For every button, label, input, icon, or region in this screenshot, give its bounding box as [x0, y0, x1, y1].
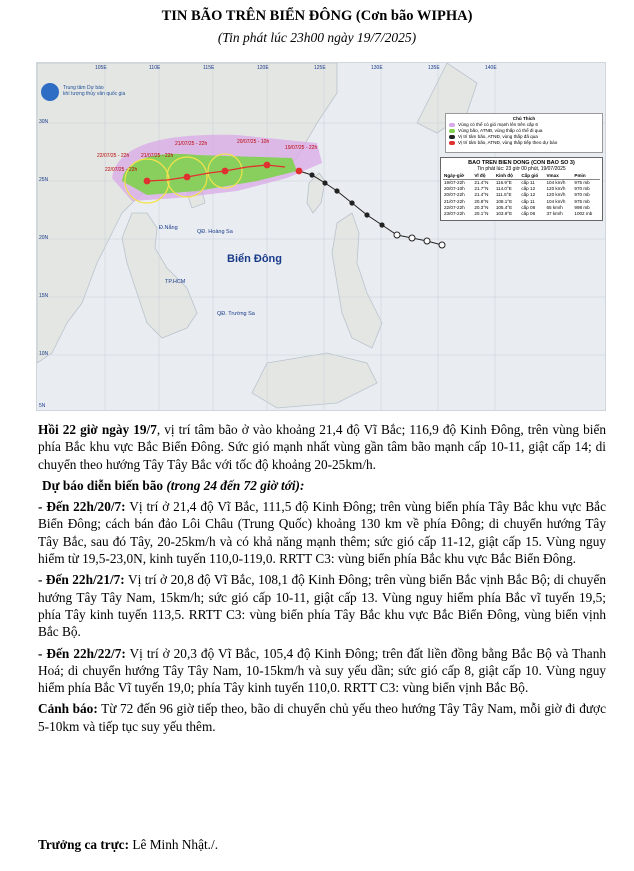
forecast-20-7	[38, 498, 606, 567]
table-cell: 970 mb	[574, 192, 590, 198]
signature-line	[38, 837, 218, 853]
sea-label: Biển Đông	[227, 253, 282, 265]
bulletin-subtitle: (Tin phát lúc 23h00 ngày 19/7/2025)	[217, 30, 417, 45]
table-cell: 998 mb	[574, 205, 590, 211]
place-hoangsa: QĐ. Hoàng Sa	[197, 229, 233, 235]
table-cell: cấp 06	[521, 211, 536, 217]
lon-label-125e: 125E	[314, 65, 326, 71]
table-cell: 20.1°N	[474, 211, 489, 217]
table-cell: 120 km/h	[546, 186, 566, 192]
table-cell: 65 km/h	[546, 205, 563, 211]
col-header: Vmax	[545, 173, 573, 180]
legend-row	[449, 140, 599, 146]
bulletin-title: TIN BÃO TRÊN BIỂN ĐÔNG (Cơn bão WIPHA)	[161, 8, 473, 24]
legend-row-label: Vùng có thể có gió mạnh lên trên cấp 6	[458, 122, 538, 127]
lat-label-10n: 10N	[39, 351, 49, 357]
lon-label-130e: 130E	[371, 65, 383, 71]
forecast-text: Vị trí ở 20,8 độ Vĩ Bắc, 108,1 độ Kinh Đông; trên vùng biển Bắc vịnh Bắc Bộ; di chuyển hướng Tây Tây Nam, 15km/h; sức gió cấp 10-11, giật cấp 13. Vùng nguy hiểm phía Bắc vĩ tuyến 19,5; phía Tây kinh tuyến 113,5. RRTT C3: vùng biển phía Tây Bắc khu vực Bắc Biển Đông, vùng biển vịnh Bắc Bộ.	[38, 572, 607, 640]
forecast-22-7	[38, 645, 606, 697]
bulletin-body	[38, 421, 606, 739]
table-cell: 22/07-22h	[444, 205, 465, 211]
place-hcm: TP.HCM	[165, 279, 186, 285]
storm-data-table	[440, 157, 603, 221]
lat-label-30n: 30N	[39, 119, 49, 125]
col-header: Vĩ độ	[473, 173, 495, 180]
lon-label-140e: 140E	[485, 65, 497, 71]
lon-label-110e: 110E	[149, 65, 161, 71]
table-cell: 970 mb	[574, 186, 590, 192]
legend-swatch-danger	[449, 129, 455, 133]
table-cell: 21.4°N	[474, 179, 489, 185]
agency-logo	[41, 83, 59, 101]
current-time-lead: Hồi 22 giờ ngày 19/7	[38, 422, 157, 437]
table-cell: cấp 08	[521, 205, 536, 211]
col-header: Cấp gió	[520, 173, 545, 180]
current-position-paragraph	[38, 421, 606, 473]
table-cell: 975 mb	[574, 179, 590, 185]
forecast-text: Vị trí ở 20,3 độ Vĩ Bắc, 105,4 độ Kinh Đông; trên đất liền đồng bằng Bắc Bộ và Thanh Hoá; di chuyển hướng Tây Tây Nam, 10-15km/h và suy yếu dần; sức gió cấp 8, giật cấp 10. Vùng nguy hiểm phía Bắc Vĩ tuyến 19,0; phía Tây kinh tuyến 110,0. RRTT C3: vùng biển vịnh Bắc Bộ.	[38, 645, 607, 696]
track-label-5: 21/07/25 - 22h	[141, 153, 174, 159]
table-cell: 114.0°E	[495, 186, 512, 192]
current-position-text: , vị trí tâm bão ở vào khoảng 21,4 độ Vĩ Bắc; 116,9 độ Kinh Đông, trên vùng biển phía Bắc khu vực Bắc Biển Đông. Sức gió mạnh nhất vùng gần tâm bão mạnh cấp 10-11, giật cấp 14; di chuyển theo hướng Tây Tây Bắc với tốc độ khoảng 20-25km/h.	[38, 422, 607, 472]
forecast-lead: - Đến 22h/22/7:	[38, 645, 126, 661]
table-title: BAO TREN BIEN DONG (CON BAO SO 3)	[468, 160, 575, 166]
table-header-row	[443, 173, 600, 180]
table-cell: 116.9°E	[495, 179, 512, 185]
table-cell: 21.7°N	[474, 186, 489, 192]
warning-lead: Cảnh báo:	[38, 701, 98, 717]
lon-label-120e: 120E	[257, 65, 269, 71]
forecast-21-7	[38, 571, 606, 640]
legend-swatch-wind	[449, 123, 455, 127]
signature-name: Lê Minh Nhật./.	[129, 837, 219, 852]
lon-label-135e: 135E	[428, 65, 440, 71]
track-label-1: 22/07/25 - 22h	[105, 167, 138, 173]
warning-paragraph	[38, 700, 606, 735]
table-cell: 1002 mb	[574, 211, 593, 217]
forecast-lead: - Đến 22h/20/7:	[38, 499, 126, 515]
table-cell: cấp 11	[521, 198, 535, 204]
table-cell: 23/07-22h	[444, 211, 465, 217]
col-header: Kinh độ	[495, 173, 521, 180]
legend-row-label: Vị trí tâm bão, ATNĐ, vùng thấp tiếp theo dự báo	[458, 140, 558, 145]
lon-label-115e: 115E	[203, 65, 215, 71]
lat-label-15n: 15N	[39, 293, 49, 299]
warning-text: Từ 72 đến 96 giờ tiếp theo, bão di chuyển chủ yếu theo hướng Tây Tây Nam, mỗi giờ đi được 5-10km và tiếp tục suy yếu thêm.	[38, 701, 606, 734]
legend-swatch-forecast	[449, 141, 455, 145]
table-cell: 111.5°E	[495, 192, 512, 198]
table-cell: 120 km/h	[546, 192, 566, 198]
table-cell: 105.4°E	[495, 205, 513, 211]
col-header: Ngày-giờ	[443, 173, 473, 180]
signature-lead: Trưởng ca trực:	[38, 837, 130, 852]
forecast-heading	[38, 477, 606, 494]
agency-line-1: Trung tâm Dự báo	[63, 85, 104, 91]
table-cell: 975 mb	[574, 198, 590, 204]
table-cell: 103.9°E	[495, 211, 513, 217]
table-cell: 21/07-22h	[444, 198, 465, 204]
forecast-heading-italic: (trong 24 đến 72 giờ tới):	[166, 477, 305, 493]
track-label-3: 20/07/25 - 10h	[237, 139, 270, 145]
legend-swatch-past	[449, 135, 455, 139]
table-cell: 20/07-10h	[444, 186, 465, 192]
table-cell: 104 km/h	[546, 179, 566, 185]
table-cell: 20.3°N	[474, 205, 489, 211]
table-cell: 20.8°N	[474, 198, 489, 204]
lon-label-105e: 105E	[95, 65, 107, 71]
legend-title: Chú Thích	[512, 116, 536, 121]
lat-label-25n: 25N	[39, 177, 49, 183]
forecast-heading-bold: Dự báo diễn biến bão	[42, 477, 164, 493]
table-issued: Tin phát lúc: 23 giờ 00 phút, 19/07/2025	[477, 166, 566, 173]
table-cell: 37 km/h	[546, 211, 563, 217]
track-label-6: 22/07/25 - 22h	[97, 153, 130, 159]
col-header: Pmin	[573, 173, 600, 180]
table-cell: 108.1°E	[495, 198, 513, 204]
place-truongsa: QĐ. Trường Sa	[217, 311, 255, 317]
agency-line-2: khí tượng thủy văn quốc gia	[63, 91, 126, 97]
table-row	[443, 179, 600, 186]
lat-label-5n: 5N	[39, 403, 46, 409]
forecast-lead: - Đến 22h/21/7:	[38, 572, 125, 588]
legend-row-label: Vị trí tâm bão, ATNĐ, vùng thấp đã qua	[458, 134, 538, 139]
place-danang: Đ.Nẵng	[159, 225, 178, 231]
agency-name	[63, 85, 125, 97]
table-cell: cấp 11	[521, 179, 535, 185]
table-cell: cấp 12	[521, 186, 536, 192]
table-cell: 104 km/h	[546, 198, 566, 204]
track-label-4: 19/07/25 - 22h	[285, 145, 318, 151]
table-cell: cấp 12	[521, 192, 536, 198]
map-legend	[445, 113, 603, 153]
table-grid	[443, 173, 600, 218]
forecast-text: Vị trí ở 21,4 độ Vĩ Bắc, 111,5 độ Kinh Đông; trên vùng biển phía Tây Bắc khu vực Bắc Biển Đông; cách bán đảo Lôi Châu (Trung Quốc) khoảng 130 km về phía Đông; di chuyển hướng Tây Tây Bắc, sau đó Tây, 20-25km/h và có khả năng mạnh thêm; sức gió cấp 11-12, giật cấp 15. Vùng nguy hiểm từ 19,5-23,0N, kinh tuyến 110,0-119,0. RRTT C3: vùng biển phía Bắc khu vực Bắc Biển Đông.	[38, 499, 606, 567]
legend-row-label: Vùng bão, ATNĐ, vùng thấp có thể đi qua	[458, 128, 543, 133]
lat-label-20n: 20N	[39, 235, 49, 241]
track-label-2: 21/07/25 - 22h	[175, 141, 208, 147]
table-cell: 20/07-22h	[444, 192, 465, 198]
table-cell: 19/07-22h	[444, 179, 465, 185]
table-row	[443, 211, 600, 217]
table-cell: 21.4°N	[474, 192, 489, 198]
